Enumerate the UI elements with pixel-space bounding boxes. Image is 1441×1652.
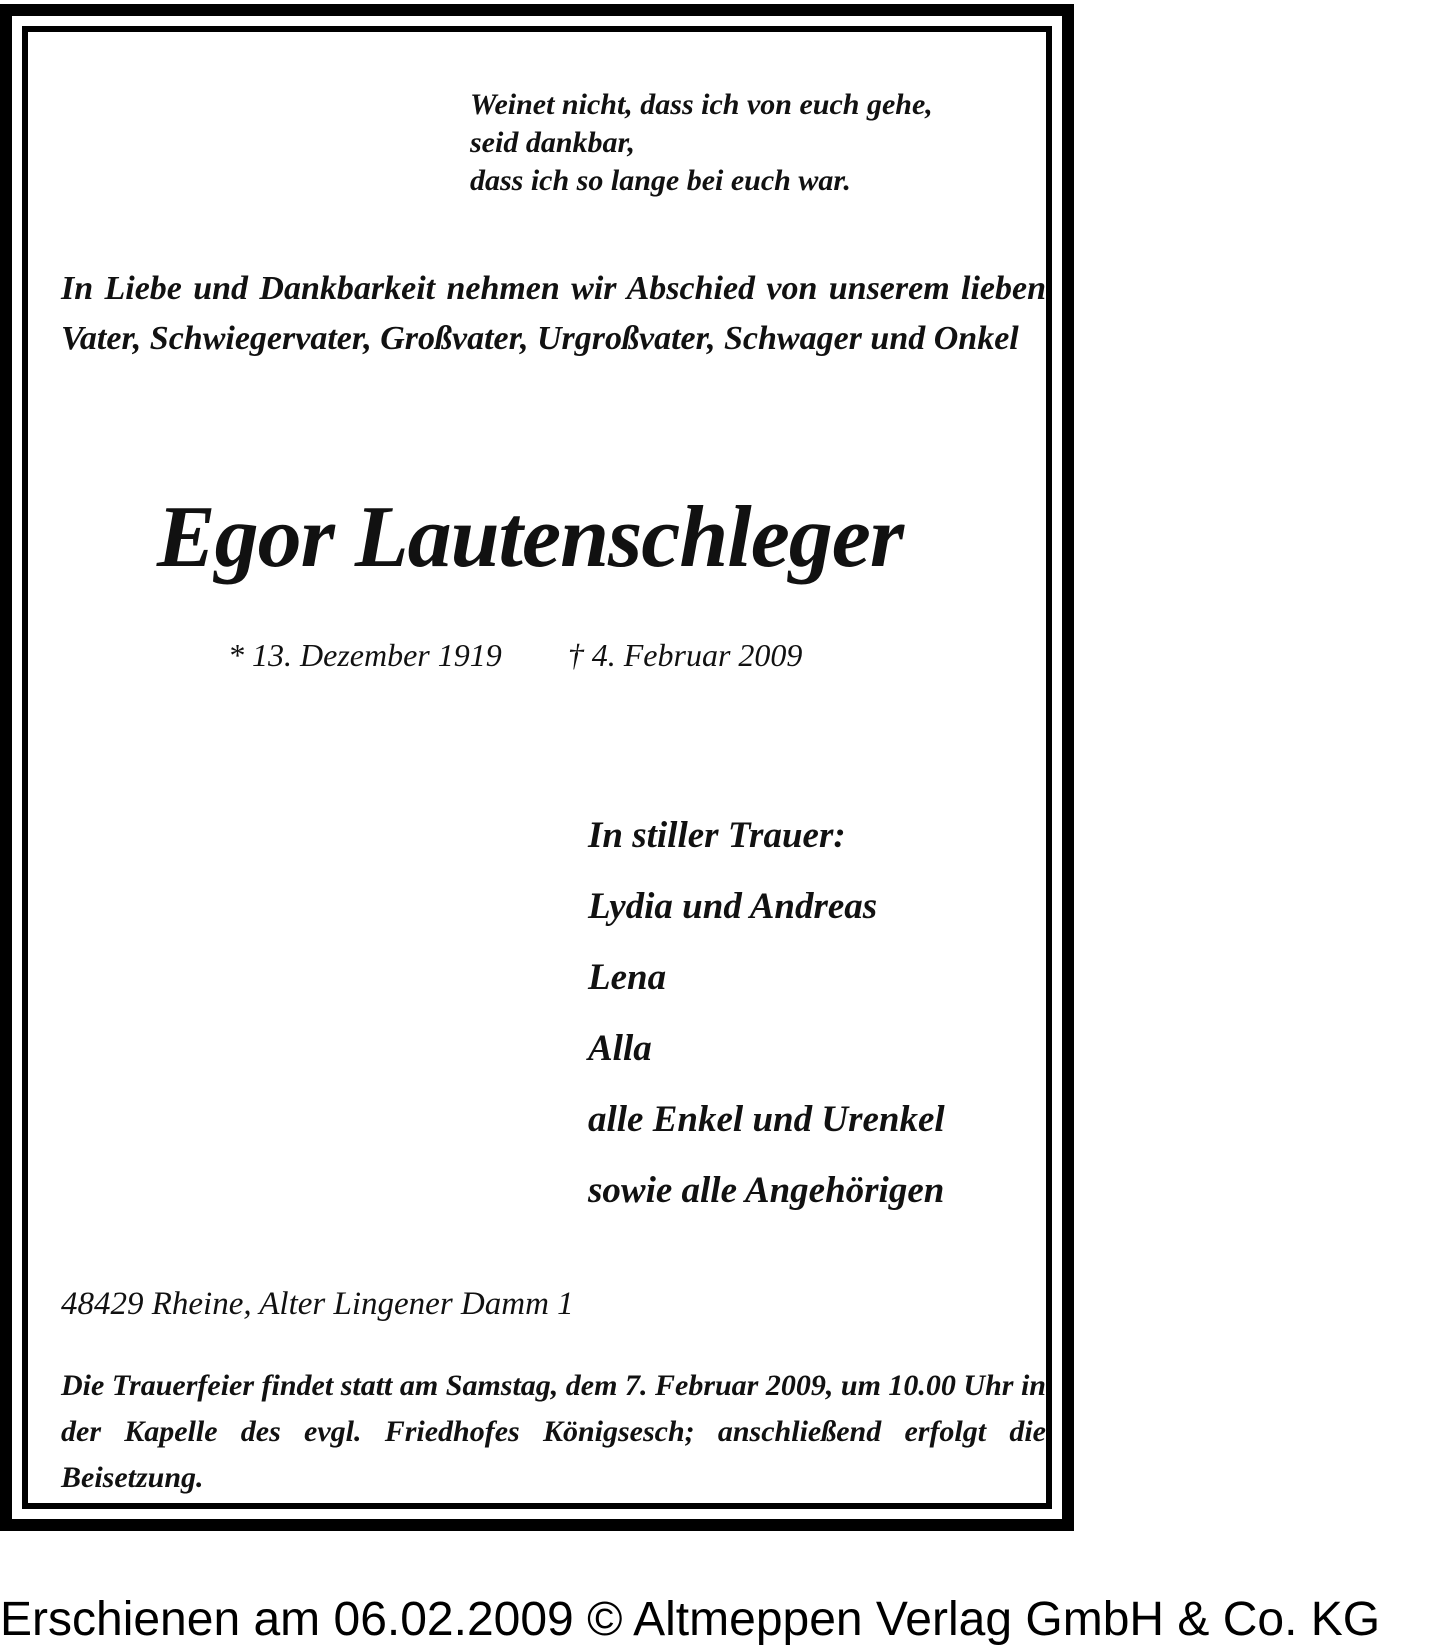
deceased-name-block xyxy=(28,488,1092,588)
poem-line: Weinet nicht, dass ich von euch gehe, xyxy=(470,88,933,121)
farewell-intro: In Liebe und Dankbarkeit nehmen wir Abschied von unserem lieben Vater, Schwiegervater, Großvater, Urgroßvater, Schwager und Onkel xyxy=(61,270,1046,357)
obituary-notice xyxy=(0,4,1074,1531)
notice-inner-frame xyxy=(22,26,1052,1509)
poem-line: dass ich so lange bei euch war. xyxy=(470,164,851,197)
mourner-item: Alla xyxy=(588,1028,652,1069)
family-address: 48429 Rheine, Alter Lingener Damm 1 xyxy=(61,1286,574,1322)
life-dates xyxy=(228,635,928,675)
birth-date: * 13. Dezember 1919 xyxy=(228,637,502,673)
mourners-list xyxy=(588,800,1058,1226)
funeral-ceremony-info: Die Trauerfeier findet statt am Samstag, dem 7. Februar 2009, um 10.00 Uhr in der Kapelle des evgl. Friedhofes Königsesch; anschließend erfolgt die Beisetzung. xyxy=(61,1369,1046,1494)
death-date: † 4. Februar 2009 xyxy=(567,637,803,673)
poem-line: seid dankbar, xyxy=(470,126,636,159)
poem xyxy=(470,86,1030,200)
mourner-item: Lydia und Andreas xyxy=(588,886,878,927)
mourner-item: alle Enkel und Urenkel xyxy=(588,1099,945,1140)
deceased-name: Egor Lautenschleger xyxy=(156,489,904,586)
mourner-item: Lena xyxy=(588,957,667,998)
publication-credit: Erschienen am 06.02.2009 © Altmeppen Verlag GmbH & Co. KG xyxy=(0,1593,1381,1646)
mourners-heading: In stiller Trauer: xyxy=(588,815,846,856)
mourner-item: sowie alle Angehörigen xyxy=(588,1170,945,1211)
